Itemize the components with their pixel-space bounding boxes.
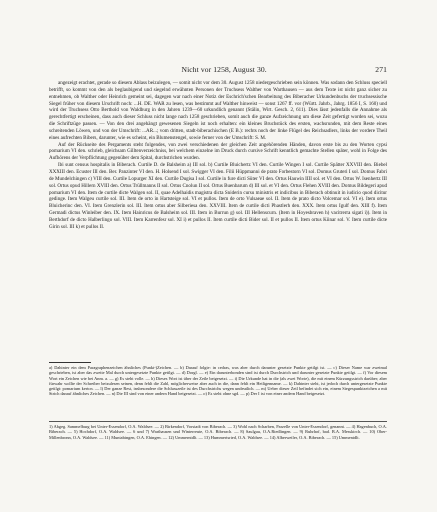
reference-divider [49,421,387,422]
footnotes [49,365,387,397]
paragraph: Ibi sunt census hospitalis in Biberach. Curtile D. de Balsheim a) III sol. b) Curtile Bluichertz VI den. Curtile Wingen I sol. Curtile Spätter XXVIII den. Biebel XXXIII den. Ecuster III den. Ber. Panzinter VI den. H. Holsend I sol. Swigger VI den. Filii Hüppmanni de prato Forbestorn VI sol. Domus Gruteri I sol. Domus Fabri de Mundelchingen c) VIII den. Curtile Lopurger XI den. Curtile Dugisa I sol. Curtile in fure dicti Süter VI den. Ortus Hauwin IIII sol. et VI den. Ortus W. Isenhertz III sol. Ortus opud Hillern XVIII den. Ortus Trüllmanns II sol. Ortus Cnolun II sol. Ortus Buenbarum d) III sol. et VI den. Ortus Flehen XVIII den. Domus Bildegeri apud pomarium VI den. Item de curtile dicte Walgen sol. II, quae Adelhaidis magistra dicta Sniderin cursu ministris et indicibus in Biberach obtinuit in iudicio quod dicitur gedinge. Item Walgeu curtile sol. III. Item de orto in Hartsteige sol. VI et pullos. Item de orto Vulsaeae sol. II. Item de prato dicto Volcemar sol. VI e). Item ortus Bluicherinc den. VI. Item Grenzlerin sol. III. Item ortus aber Silberiesa den. XXVIII. Item de curtile dicti Phastlerh den. XXX. Item ortus Igulf den. XIII f). Item Germadi dictus Winleiber den. IX. Item Hainricus de Balsheim sol. III. Item in Burrun g) sol. III Hellenscurn. (Item in Hoyesbraven h) vacitrerra sigati i)). Item in Berthdorf de dicto Halberlingo sol. VIII. Item Karrenfesr sol. XI i) et pullos II. Item curtile dicti Bider sol. II et pullos II. Item ortus Kiinar sol. V. Item curtile dicte Girin sol. III k) et pullos II. [49,162,387,230]
running-title: Nicht vor 1258, August 30. [181,65,267,74]
reference-text: 1) Abgeg. Sammelburg bei Unter-Essendorf, O.A. Waldsee. — 2) Birkendorf, Vorstadt von Biberach. — 3) Wohl nach Scharben, Parzelle von Unter-Essendorf, genannt. — 4) Hagenbuch, O.A. Biberach. — 5) Hochdorf, O.A. Waldsee. — 6 und 7) Warthausen und Winterreute, O.A. Biberach. — 8) Saulgau, O.A.Riedlingen. — 9) Ruhrhof, bad. B.A. Messkirch. — 10) Ober-Millenbronn, O.A. Waldsee. — 11) Muntabingen, O.A. Ehingen. — 12) Ummerntdlt. — 13) Hummertsried, O.A. Waldsee. — 14) Alberweiler, O.A. Biberach. — 15) Ummentdlt. [49,424,387,440]
paragraph: Auf der Rückseite des Pergaments steht folgendes, von zwei verschiedenen der gleichen Zeit angehörenden Händen, davon erste bis zu den Worten cypsi pomarium VI den. schrieb, gleichsam Gilltenverzeichniss, bei welchem einzelne im Druck durch cursive Schrift kenntlich gemachte Stellen später, wohl in Folge des Aufhörens der Verpflichtung gegenüber dem Spital, durchstrichen wurden. [49,141,387,162]
page-header [49,65,387,74]
footnote-text: a) Dahinter ein dem Paragraphenzeichen ähnliches (Punkt-)Zeichen. — b) Darauf folgte: in cedras, was aber durch darunter gesetzte Punkte getilgt ist. — c) Dieser Name war zweimal geschrieben, ist aber das zweite Mal durch untergesetzte Punkte getilgt. — d) Dorgl. — e) Ein darunterbonden sind ist durch Durchstrich und darunter gesetzte Punkte getilgt. — f) Vor diesem Wort ein Zeichen wie bei Anm. a. — g) Es steht volle. — h) Dieses Wort ist über der Zeile beigesetzt. — i) Die Urkunde hat in die (als zwei Worte), die mit einem Kürzungsstrich darüber; aber fürwahr wollte der Schreiber beizulesen seinen, denn fehlt die Zahl, möglicherweise aber auch in die, dann fehlt ein Heiligenname. — k) Dahinter steht, ist jedoch durch untergesetzte Punkte getilgt: pomarium kertcn. — l) Der ganze Rest, insbesondere die Schlusszeile ist des Durchstrichs wegen undeutlich. — m) Ueber dieser Zeil befindet sich ein, einem Siegespunktzeichen a mit Strich darauf ähnliches Zeichen. — n) Die III sind von einer andern Hand beigesetzt. — o) Es steht ohne sgd. — p) Der I ist von einer andern Hand beigesetzt. [49,365,387,397]
paragraph: angezeigt erachtet, gerade so diesem Ablass beizulegen, — somit nicht vor dem 30. August 1258 niedergeschrieben sein können. Was sodann den Schluss speciell betrifft, so kommt von den als beglaubigend und siegelnd erwähnten Personen der Truchsess Walther von Warthausen — aus dem Texte ist nicht ganz sicher zu entnehmen, ob Walther oder Heinrich gemeint sei, dagegen war nach einer Notiz der Eschrich'schen Bearbeitung des Biberacher Urkundenbuchs der truchsessische Siegel früher von diesem Urschrift noch: ...H. DE. WAR zu lesen, was bestimmt auf Walther hinweist — sonst 1267 ff. vor (Württ. Jahrb., Jahrg. 1856 I, S. 160) und wird der Truchsess Otto Berthold von Waldburg in den Jahren 1239—60 urkundlich genannt (Stälin, Wirt. Gesch. 2, 611). Dies lässt jedenfalls die Annahme als gerechtfertigt erscheinen, dass auch dieser Schluss nicht lange nach 1258 geschrieben, somit auch die ganze Aufzeichnung um diese Zeit gefertigt worden sei, wozu die Schriftzüge passen. — Von den drei angehängt gewesenen Siegeln ist noch erhalten: ein kleines Bruchstück des ersten, wachsrunden, mit dem Reste eines schreitenden Löwen, und von der Umschrift: ...AR...; vom dritten, stadt-biberachischen (E B.): rechts noch der linke Flügel des Reichsadlers, links der vordere Theil eines aufrechten Bibers, darunter, wie es scheint, ein Blumenstengel, sowie ferner von der Umschrift: S. M. [49,80,387,141]
main-text [49,80,387,231]
place-references [49,424,387,440]
footnote-rule [49,362,91,363]
page-number: 271 [375,65,387,74]
